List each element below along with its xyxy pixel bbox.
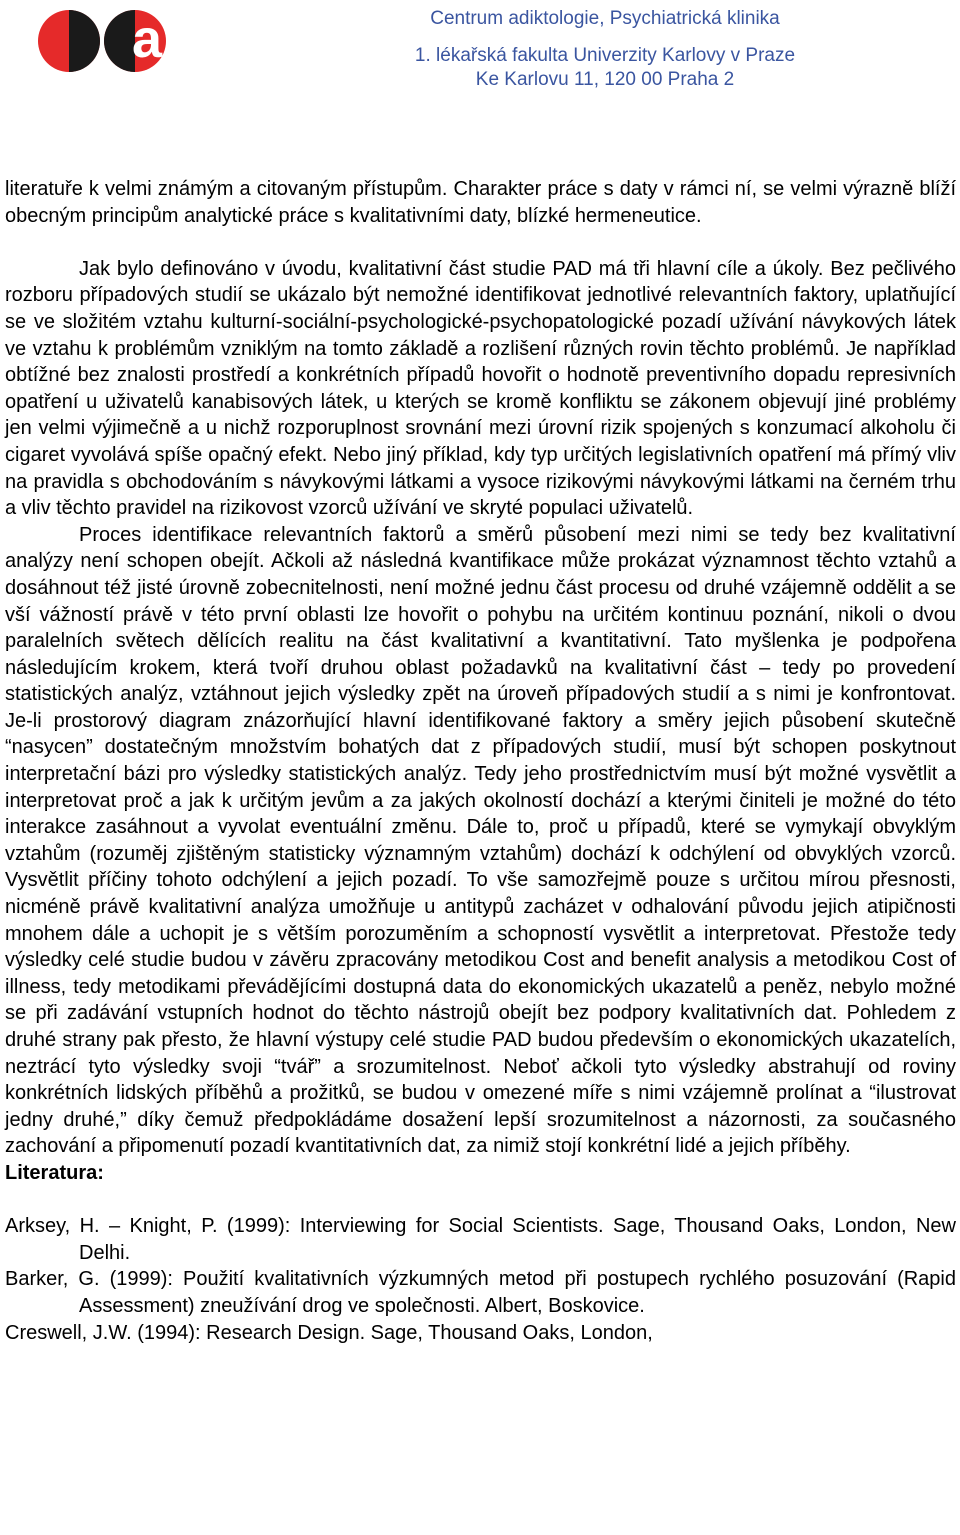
svg-text:a: a [132, 9, 163, 69]
header-line-1: Centrum adiktologie, Psychiatrická klinika [430, 8, 780, 29]
header-line-2: 1. lékařská fakulta Univerzity Karlovy v Praze [414, 45, 796, 66]
paragraph-3: Proces identifikace relevantních faktorů a směrů působení mezi nimi se tedy bez kvalitativní analýzy není schopen obejít. Ačkoli až následná kvantifikace může prokázat významnost těchto vztahů a dosáhnout též jisté úrovně zobecnitelnosti, není možné jednu část procesu od druhé vzájemně oddělit a se vší vážností právě v této první oblasti lze hovořit o pohybu na určitém kontinuu poznání, nikoli o dvou paralelních světech dělících realitu na část kvalitativní a kvantitativní. Tato myšlenka je podpořena následujícím krokem, která tvoří druhou oblast požadavků na kvalitativní část – tedy po provedení statistických analýz, vztáhnout jejich výsledky zpět na úroveň případových studií a s nimi je konfrontovat. Je-li prostorový diagram znázorňující hlavní identifikované faktory a směry jejich působení skutečně “nasycen” dostatečným množstvím bohatých dat z případových studií, musí být schopen poskytnout interpretační bázi pro výsledky statistických analýz. Tedy jeho prostřednictvím musí být možné vysvětlit a interpretovat proč a jak k určitým jevům a za jakých okolností dochází a kterými činiteli je možné do této interakce zasáhnout a vyvolat eventuální změnu. Dále to, proč u případů, které se vymykají obvyklým vztahům (rozuměj zjištěným statisticky významným vztahům) dochází k odchýlení od obvyklých vzorců. Vysvětlit příčiny tohoto odchýlení a jejich pozadí. To vše samozřejmě pouze s určitou mírou přesnosti, nicméně právě kvalitativní analýza umožňuje u antitypů zacházet v odhalování původu jejich atipičnosti mnohem dále a uchopit je s větším porozuměním a schopností vysvětlit a interpretovat. Přestože tedy výsledky celé studie budou v závěru zpracovány metodikou Cost and benefit analysis a metodikou Cost of illness, tedy metodikami převádějícími dostupná data do ekonomických ukazatelů a peněz, nebylo možné se při zadávání vstupních hodnot do těchto nástrojů obejít bez podpory kvalitativních dat. Pohledem z druhé strany pak přesto, že hlavní výstupy celé studie PAD budou především o ekonomických ukazatelích, neztrácí tyto výsledky svoji “tvář” a srozumitelnost. Neboť ačkoli tyto výsledky abstrahují od roviny konkrétních lidských příběhů a prožitků, se budou v omezené míře s nimi vzájemně prolínat a “ilustrovat jedny druhé,” díky čemuž předpokládáme dosažení lepší srozumitelnost a názornosti, za současného zachování a připomenutí pozadí kvantitativních dat, za nimiž stojí konkrétní lidé a jejich příběhy. [5, 523, 956, 1158]
literature-gap [5, 1187, 956, 1214]
reference-item: Arksey, H. – Knight, P. (1999): Interviewing for Social Scientists. Sage, Thousand Oaks, London, New Delhi. [5, 1215, 956, 1264]
literature-heading: Literatura: [5, 1161, 104, 1184]
paragraph-1: literatuře k velmi známým a citovaným přístupům. Charakter práce s daty v rámci ní, se velmi výrazně blíží obecným principům analytické práce s kvalitativními daty, blízké hermeneutice. [5, 178, 956, 227]
logo-ca-icon [36, 8, 168, 74]
document-body [5, 176, 956, 1346]
page-header [0, 0, 960, 110]
reference-item: Barker, G. (1999): Použití kvalitativních výzkumných metod při postupech rychlého posuzování (Rapid Assessment) zneužívání drog ve společnosti. Albert, Boskovice. [5, 1268, 956, 1317]
reference-item: Creswell, J.W. (1994): Research Design. Sage, Thousand Oaks, London, [5, 1321, 653, 1344]
paragraph-2: Jak bylo definováno v úvodu, kvalitativní část studie PAD má tři hlavní cíle a úkoly. Bez pečlivého rozboru případových studií se ukázalo být nemožné identifikovat jednotlivé relevantních faktory, uplatňující se ve složitém vztahu kulturní-sociální-psychologické-psychopatologické pozadí užívání návykových látek ve vztahu k problémům vzniklým na tomto základě a rozlišení různých rovin těchto problémů. Je například obtížné bez znalosti prostředí a konkrétních případů hovořit o hodnotě preventivního dopadu represivních opatření u uživatelů kanabisových látek, u kterých se kromě konfliktu se zákonem objevují jiné problémy jen velmi výjimečně a u nichž rozporuplnost srovnání mezi úrovní rizik spojených s konzumací alkoholu či cigaret vyvolává spíše opačný efekt. Nebo jiný příklad, kdy typ určitých legislativních opatření má přímý vliv na pravidla s obchodováním s návykovými látkami a vysoce rizikovými návykovými látkami na černém trhu a vliv těchto pravidel na rizikovost vzorců užívání ve skryté populaci uživatelů. [5, 257, 956, 520]
header-line-3: Ke Karlovu 11, 120 00 Praha 2 [475, 69, 735, 90]
paragraph-gap [5, 229, 956, 256]
